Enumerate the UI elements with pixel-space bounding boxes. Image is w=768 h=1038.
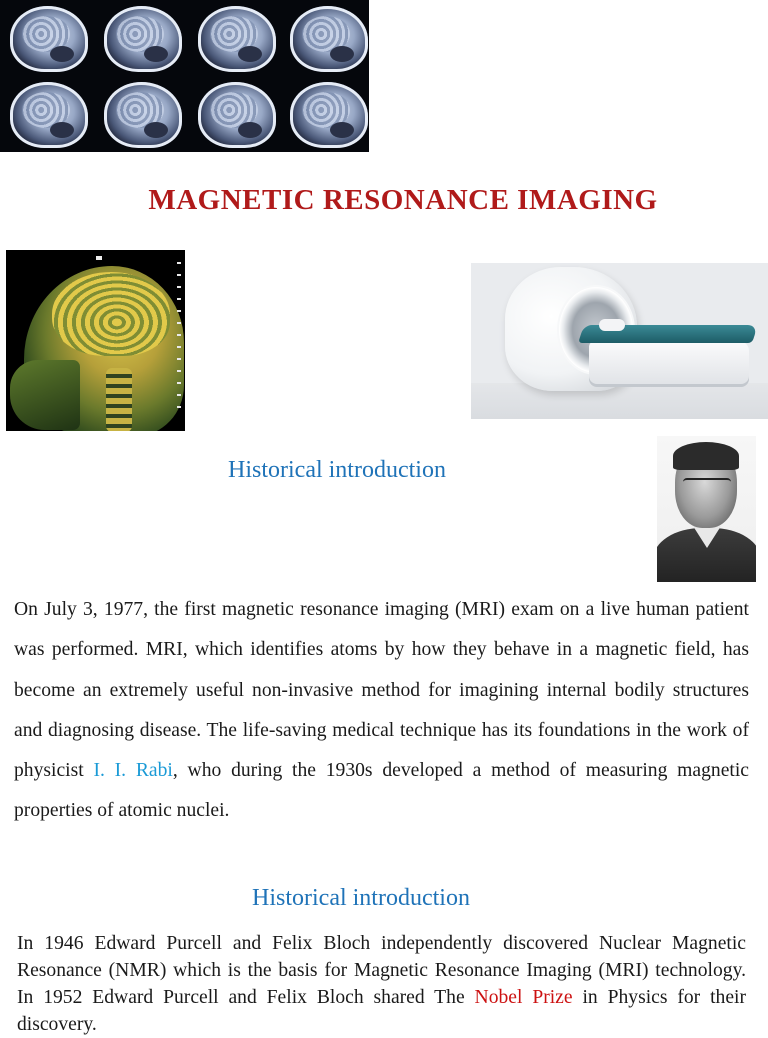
- scan-tile: [94, 76, 186, 152]
- rabi-link[interactable]: I. I. Rabi: [93, 760, 173, 782]
- scan-tile: [280, 76, 369, 152]
- mri-scan-series-image: [0, 0, 369, 152]
- scan-tile: [188, 76, 280, 152]
- intro-paragraph: [14, 590, 749, 832]
- paragraph-text: On July 3, 1977, the first magnetic resonance imaging (MRI) exam on a live human patient was performed. MRI, which identifies atoms by how they behave in a magnetic field, has become an extremely useful non-invasive method for imagining internal bodily structures and diagnosing disease. The life-saving medical technique has its foundations in the work of physicist: [14, 599, 749, 782]
- scan-tile: [94, 0, 186, 76]
- scan-tile: [280, 0, 369, 76]
- page-title: MAGNETIC RESONANCE IMAGING: [148, 184, 658, 216]
- section-heading: Historical introduction: [252, 885, 470, 911]
- sagittal-mri-image: [6, 250, 185, 431]
- section-heading: Historical introduction: [228, 457, 446, 483]
- nobel-prize-link[interactable]: Nobel Prize: [474, 987, 573, 1008]
- nmr-paragraph: [17, 930, 746, 1038]
- scan-tile: [188, 0, 280, 76]
- physicist-portrait-image: [657, 436, 756, 582]
- paragraph-text: In 1946 Edward Purcell and Felix Bloch independently discovered Nuclear Magnetic Resonance (NMR) which is the basis for Magnetic Resonance Imaging (MRI) technology. In 1952 Edward Purcell and Felix Bloch shared The: [17, 933, 746, 1008]
- mri-scanner-image: [471, 263, 768, 419]
- paragraph-text: in Physics for their discovery.: [17, 987, 746, 1035]
- scan-tile: [0, 76, 92, 152]
- scan-tile: [0, 0, 92, 76]
- paragraph-text: , who during the 1930s developed a method of measuring magnetic properties of atomic nuclei.: [14, 760, 749, 822]
